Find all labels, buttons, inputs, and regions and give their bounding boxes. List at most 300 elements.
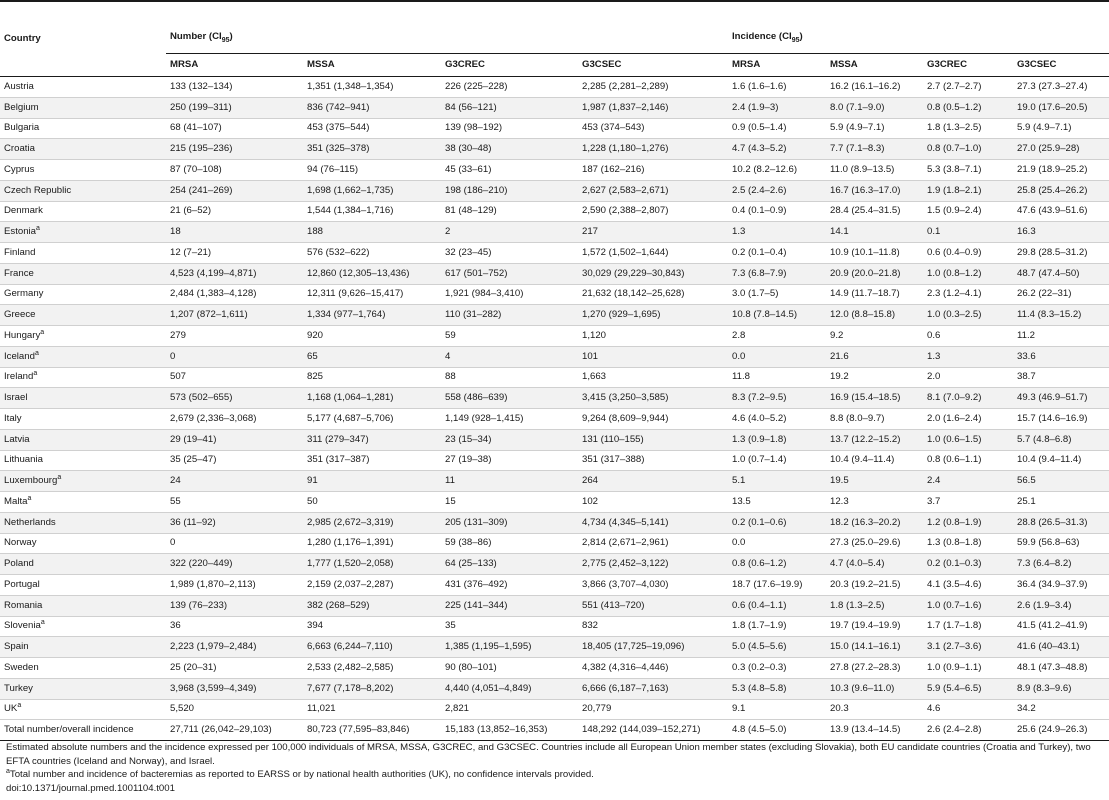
- cell-country: [0, 616, 166, 637]
- cell-incidence-g3crec: 0.6: [923, 326, 1013, 347]
- footnote-mark: a: [6, 767, 10, 775]
- footnote-mark: a: [36, 224, 40, 232]
- cell-incidence-mrsa: 1.8 (1.7–1.9): [728, 616, 826, 637]
- cell-number-g3csec: 6,666 (6,187–7,163): [578, 678, 728, 699]
- cell-number-g3crec: 15: [441, 492, 578, 513]
- cell-incidence-mssa: 28.4 (25.4–31.5): [826, 201, 923, 222]
- cell-number-mssa: 7,677 (7,178–8,202): [303, 678, 441, 699]
- cell-country: [0, 284, 166, 305]
- group-header-number-label: Number (CI: [170, 31, 222, 42]
- cell-number-mrsa: 507: [166, 367, 303, 388]
- cell-number-mrsa: 3,968 (3,599–4,349): [166, 678, 303, 699]
- cell-incidence-mrsa: 0.3 (0.2–0.3): [728, 658, 826, 679]
- cell-incidence-mssa: 13.7 (12.2–15.2): [826, 429, 923, 450]
- cell-number-mrsa: 36 (11–92): [166, 512, 303, 533]
- cell-incidence-mssa: 4.7 (4.0–5.4): [826, 554, 923, 575]
- country-name: Poland: [4, 558, 34, 570]
- cell-number-mrsa: 4,523 (4,199–4,871): [166, 263, 303, 284]
- cell-country: [0, 222, 166, 243]
- cell-country: [0, 450, 166, 471]
- group-close-paren: ): [799, 31, 803, 42]
- cell-number-g3csec: 551 (413–720): [578, 595, 728, 616]
- country-name: UK: [4, 703, 18, 715]
- cell-number-g3csec: 4,382 (4,316–4,446): [578, 658, 728, 679]
- cell-incidence-mrsa: 0.6 (0.4–1.1): [728, 595, 826, 616]
- cell-incidence-g3crec: 1.0 (0.6–1.5): [923, 429, 1013, 450]
- cell-country: [0, 575, 166, 596]
- cell-incidence-g3crec: 1.0 (0.3–2.5): [923, 305, 1013, 326]
- cell-incidence-mssa: 20.3 (19.2–21.5): [826, 575, 923, 596]
- cell-incidence-mrsa: 4.8 (4.5–5.0): [728, 720, 826, 741]
- country-name: Cyprus: [4, 163, 35, 175]
- country-name: Sweden: [4, 661, 39, 673]
- cell-number-g3crec: 90 (80–101): [441, 658, 578, 679]
- table-row: [0, 326, 1109, 347]
- table-row: [0, 616, 1109, 637]
- cell-number-mssa: 1,698 (1,662–1,735): [303, 180, 441, 201]
- country-name: Greece: [4, 309, 36, 321]
- cell-country: [0, 595, 166, 616]
- cell-incidence-mssa: 12.0 (8.8–15.8): [826, 305, 923, 326]
- cell-number-mssa: 12,860 (12,305–13,436): [303, 263, 441, 284]
- cell-number-mrsa: 573 (502–655): [166, 388, 303, 409]
- cell-incidence-g3csec: 49.3 (46.9–51.7): [1013, 388, 1109, 409]
- cell-incidence-g3csec: 5.9 (4.9–7.1): [1013, 118, 1109, 139]
- cell-incidence-g3crec: 4.6: [923, 699, 1013, 720]
- cell-incidence-g3crec: 1.3 (0.8–1.8): [923, 533, 1013, 554]
- cell-number-mssa: 836 (742–941): [303, 97, 441, 118]
- cell-incidence-g3crec: 1.8 (1.3–2.5): [923, 118, 1013, 139]
- cell-incidence-mrsa: 5.3 (4.8–5.8): [728, 678, 826, 699]
- cell-number-g3crec: 84 (56–121): [441, 97, 578, 118]
- cell-country: [0, 492, 166, 513]
- table-row: [0, 180, 1109, 201]
- table-row: [0, 118, 1109, 139]
- cell-incidence-mssa: 5.9 (4.9–7.1): [826, 118, 923, 139]
- cell-number-g3crec: 2,821: [441, 699, 578, 720]
- cell-incidence-g3csec: 38.7: [1013, 367, 1109, 388]
- cell-incidence-g3csec: 21.9 (18.9–25.2): [1013, 160, 1109, 181]
- cell-incidence-g3crec: 2.0 (1.6–2.4): [923, 409, 1013, 430]
- table-row: [0, 492, 1109, 513]
- country-name: Croatia: [4, 143, 35, 155]
- table-row: [0, 346, 1109, 367]
- cell-number-mrsa: 133 (132–134): [166, 77, 303, 98]
- cell-number-g3crec: 27 (19–38): [441, 450, 578, 471]
- cell-number-mssa: 2,985 (2,672–3,319): [303, 512, 441, 533]
- cell-number-mrsa: 18: [166, 222, 303, 243]
- table-row: [0, 678, 1109, 699]
- country-name: Bulgaria: [4, 122, 40, 134]
- cell-incidence-mssa: 14.1: [826, 222, 923, 243]
- table-row: [0, 658, 1109, 679]
- cell-incidence-mssa: 15.0 (14.1–16.1): [826, 637, 923, 658]
- cell-number-g3crec: 64 (25–133): [441, 554, 578, 575]
- cell-incidence-mssa: 14.9 (11.7–18.7): [826, 284, 923, 305]
- cell-number-mrsa: 2,223 (1,979–2,484): [166, 637, 303, 658]
- cell-country: [0, 139, 166, 160]
- cell-number-g3csec: 1,663: [578, 367, 728, 388]
- cell-incidence-g3csec: 19.0 (17.6–20.5): [1013, 97, 1109, 118]
- cell-number-mssa: 453 (375–544): [303, 118, 441, 139]
- cell-number-g3csec: 3,866 (3,707–4,030): [578, 575, 728, 596]
- cell-number-g3csec: 9,264 (8,609–9,944): [578, 409, 728, 430]
- cell-incidence-g3csec: 15.7 (14.6–16.9): [1013, 409, 1109, 430]
- col-header-number-g3csec: G3CSEC: [578, 54, 728, 77]
- cell-incidence-mssa: 20.9 (20.0–21.8): [826, 263, 923, 284]
- footnote-mark: a: [34, 349, 39, 357]
- cell-incidence-g3crec: 0.2 (0.1–0.3): [923, 554, 1013, 575]
- cell-incidence-mssa: 8.0 (7.1–9.0): [826, 97, 923, 118]
- footnote-mark: a: [57, 473, 62, 481]
- cell-incidence-g3crec: 0.8 (0.7–1.0): [923, 139, 1013, 160]
- cell-incidence-g3csec: 11.2: [1013, 326, 1109, 347]
- col-header-incidence-g3crec: G3CREC: [923, 54, 1013, 77]
- cell-incidence-g3csec: 48.7 (47.4–50): [1013, 263, 1109, 284]
- cell-number-mrsa: 0: [166, 346, 303, 367]
- cell-number-g3csec: 2,285 (2,281–2,289): [578, 77, 728, 98]
- cell-number-g3crec: 32 (23–45): [441, 243, 578, 264]
- cell-number-mrsa: 5,520: [166, 699, 303, 720]
- incidence-table: [0, 27, 1109, 741]
- country-name: Germany: [4, 288, 44, 300]
- cell-number-mrsa: 68 (41–107): [166, 118, 303, 139]
- table-row: [0, 429, 1109, 450]
- country-name: Total number/overall incidence: [4, 724, 134, 736]
- country-name: Ireland: [4, 371, 34, 383]
- footnote-mark: a: [40, 619, 45, 627]
- cell-incidence-g3csec: 25.1: [1013, 492, 1109, 513]
- cell-incidence-mssa: 10.4 (9.4–11.4): [826, 450, 923, 471]
- cell-incidence-g3crec: 3.1 (2.7–3.6): [923, 637, 1013, 658]
- cell-incidence-mssa: 27.3 (25.0–29.6): [826, 533, 923, 554]
- cell-incidence-mssa: 18.2 (16.3–20.2): [826, 512, 923, 533]
- cell-incidence-mrsa: 10.8 (7.8–14.5): [728, 305, 826, 326]
- cell-number-mssa: 382 (268–529): [303, 595, 441, 616]
- cell-number-g3csec: 1,228 (1,180–1,276): [578, 139, 728, 160]
- cell-incidence-mrsa: 0.0: [728, 533, 826, 554]
- table-row: [0, 637, 1109, 658]
- table-row: [0, 284, 1109, 305]
- cell-incidence-mssa: 10.3 (9.6–11.0): [826, 678, 923, 699]
- country-name: Slovenia: [4, 620, 41, 632]
- cell-number-mrsa: 87 (70–108): [166, 160, 303, 181]
- cell-country: [0, 637, 166, 658]
- cell-number-g3csec: 20,779: [578, 699, 728, 720]
- cell-incidence-g3crec: 2.3 (1.2–4.1): [923, 284, 1013, 305]
- footnote-text: Total number and incidence of bacteremias as reported to EARSS or by national health authorities (UK), no confidence intervals provided.: [9, 769, 594, 780]
- country-name: Lithuania: [4, 454, 43, 466]
- cell-number-mrsa: 25 (20–31): [166, 658, 303, 679]
- col-header-number-g3crec: G3CREC: [441, 54, 578, 77]
- cell-number-mrsa: 35 (25–47): [166, 450, 303, 471]
- cell-number-mssa: 1,168 (1,064–1,281): [303, 388, 441, 409]
- cell-number-mssa: 1,334 (977–1,764): [303, 305, 441, 326]
- group-header-incidence: [728, 27, 1109, 54]
- cell-number-mssa: 576 (532–622): [303, 243, 441, 264]
- cell-number-mssa: 1,777 (1,520–2,058): [303, 554, 441, 575]
- col-header-country: [0, 27, 166, 77]
- country-name: Iceland: [4, 350, 35, 362]
- col-header-incidence-g3csec: G3CSEC: [1013, 54, 1109, 77]
- cell-incidence-g3csec: 25.6 (24.9–26.3): [1013, 720, 1109, 741]
- country-name: Malta: [4, 495, 28, 507]
- cell-number-g3csec: 351 (317–388): [578, 450, 728, 471]
- cell-incidence-g3crec: 8.1 (7.0–9.2): [923, 388, 1013, 409]
- cell-incidence-g3csec: 7.3 (6.4–8.2): [1013, 554, 1109, 575]
- cell-country: [0, 243, 166, 264]
- country-name: Estonia: [4, 226, 36, 238]
- table-row: [0, 512, 1109, 533]
- country-name: Israel: [4, 392, 28, 404]
- table-row: [0, 367, 1109, 388]
- table-row: [0, 388, 1109, 409]
- cell-number-mssa: 80,723 (77,595–83,846): [303, 720, 441, 741]
- cell-number-g3crec: 1,921 (984–3,410): [441, 284, 578, 305]
- cell-number-g3csec: 1,120: [578, 326, 728, 347]
- cell-number-g3csec: 2,775 (2,452–3,122): [578, 554, 728, 575]
- cell-incidence-mrsa: 5.0 (4.5–5.6): [728, 637, 826, 658]
- cell-incidence-g3csec: 41.6 (40–43.1): [1013, 637, 1109, 658]
- cell-country: [0, 720, 166, 741]
- cell-incidence-mssa: 11.0 (8.9–13.5): [826, 160, 923, 181]
- cell-number-g3csec: 1,572 (1,502–1,644): [578, 243, 728, 264]
- cell-number-g3csec: 1,987 (1,837–2,146): [578, 97, 728, 118]
- top-rule: [0, 0, 1109, 2]
- cell-incidence-mssa: 8.8 (8.0–9.7): [826, 409, 923, 430]
- cell-incidence-g3csec: 27.3 (27.3–27.4): [1013, 77, 1109, 98]
- cell-incidence-g3crec: 2.4: [923, 471, 1013, 492]
- cell-country: [0, 512, 166, 533]
- cell-number-g3crec: 205 (131–309): [441, 512, 578, 533]
- cell-incidence-mrsa: 1.3 (0.9–1.8): [728, 429, 826, 450]
- table-row: [0, 243, 1109, 264]
- cell-number-g3crec: 59: [441, 326, 578, 347]
- cell-number-mssa: 351 (325–378): [303, 139, 441, 160]
- cell-number-g3crec: 59 (38–86): [441, 533, 578, 554]
- cell-number-mrsa: 1,207 (872–1,611): [166, 305, 303, 326]
- cell-incidence-mssa: 16.9 (15.4–18.5): [826, 388, 923, 409]
- cell-number-mrsa: 1,989 (1,870–2,113): [166, 575, 303, 596]
- cell-number-g3csec: 217: [578, 222, 728, 243]
- cell-incidence-g3csec: 48.1 (47.3–48.8): [1013, 658, 1109, 679]
- cell-incidence-mrsa: 0.2 (0.1–0.6): [728, 512, 826, 533]
- cell-number-g3csec: 453 (374–543): [578, 118, 728, 139]
- cell-incidence-g3csec: 34.2: [1013, 699, 1109, 720]
- table-row: [0, 97, 1109, 118]
- cell-incidence-g3crec: 5.3 (3.8–7.1): [923, 160, 1013, 181]
- table-row: [0, 222, 1109, 243]
- col-header-number-mssa: MSSA: [303, 54, 441, 77]
- cell-incidence-g3csec: 29.8 (28.5–31.2): [1013, 243, 1109, 264]
- cell-country: [0, 429, 166, 450]
- table-note: Estimated absolute numbers and the incidence expressed per 100,000 individuals of MRSA, MSSA, G3CREC, and G3CSEC. Countries include all European Union member states (excluding Slovakia), both EU candidate countries (Croatia and Turkey), two EFTA countries (Iceland and Norway), and Israel.: [6, 742, 1091, 767]
- cell-incidence-mrsa: 2.8: [728, 326, 826, 347]
- table-row: [0, 554, 1109, 575]
- cell-incidence-g3crec: 1.0 (0.7–1.6): [923, 595, 1013, 616]
- cell-incidence-g3csec: 56.5: [1013, 471, 1109, 492]
- cell-incidence-mssa: 1.8 (1.3–2.5): [826, 595, 923, 616]
- table-body: [0, 77, 1109, 741]
- cell-number-mrsa: 279: [166, 326, 303, 347]
- cell-incidence-g3csec: 47.6 (43.9–51.6): [1013, 201, 1109, 222]
- cell-country: [0, 326, 166, 347]
- footnote-mark: a: [27, 494, 32, 502]
- cell-incidence-g3csec: 10.4 (9.4–11.4): [1013, 450, 1109, 471]
- cell-incidence-g3csec: 59.9 (56.8–63): [1013, 533, 1109, 554]
- cell-number-g3csec: 187 (162–216): [578, 160, 728, 181]
- cell-number-mssa: 2,159 (2,037–2,287): [303, 575, 441, 596]
- cell-number-mrsa: 36: [166, 616, 303, 637]
- cell-incidence-mssa: 13.9 (13.4–14.5): [826, 720, 923, 741]
- cell-incidence-mssa: 10.9 (10.1–11.8): [826, 243, 923, 264]
- cell-incidence-mrsa: 5.1: [728, 471, 826, 492]
- cell-number-mssa: 1,544 (1,384–1,716): [303, 201, 441, 222]
- cell-number-mssa: 188: [303, 222, 441, 243]
- cell-number-g3crec: 198 (186–210): [441, 180, 578, 201]
- col-header-incidence-mssa: MSSA: [826, 54, 923, 77]
- cell-incidence-mrsa: 10.2 (8.2–12.6): [728, 160, 826, 181]
- table-row: [0, 160, 1109, 181]
- cell-number-g3crec: 1,385 (1,195–1,595): [441, 637, 578, 658]
- cell-incidence-mrsa: 1.0 (0.7–1.4): [728, 450, 826, 471]
- cell-number-mrsa: 55: [166, 492, 303, 513]
- cell-number-mrsa: 24: [166, 471, 303, 492]
- cell-number-mrsa: 21 (6–52): [166, 201, 303, 222]
- cell-incidence-g3csec: 33.6: [1013, 346, 1109, 367]
- header-row-columns: [0, 54, 1109, 77]
- cell-number-g3crec: 4: [441, 346, 578, 367]
- cell-number-g3csec: 2,814 (2,671–2,961): [578, 533, 728, 554]
- group-header-incidence-label: Incidence (CI: [732, 31, 792, 42]
- cell-number-g3csec: 101: [578, 346, 728, 367]
- cell-incidence-mrsa: 4.6 (4.0–5.2): [728, 409, 826, 430]
- cell-number-g3crec: 23 (15–34): [441, 429, 578, 450]
- cell-incidence-g3csec: 28.8 (26.5–31.3): [1013, 512, 1109, 533]
- table-row: [0, 720, 1109, 741]
- cell-incidence-g3crec: 1.5 (0.9–2.4): [923, 201, 1013, 222]
- cell-incidence-g3csec: 26.2 (22–31): [1013, 284, 1109, 305]
- country-name: Spain: [4, 641, 29, 653]
- ci-subscript: 95: [791, 36, 800, 44]
- cell-number-mssa: 311 (279–347): [303, 429, 441, 450]
- cell-number-g3crec: 1,149 (928–1,415): [441, 409, 578, 430]
- table-row: [0, 699, 1109, 720]
- country-name: Norway: [4, 537, 37, 549]
- cell-number-g3crec: 139 (98–192): [441, 118, 578, 139]
- cell-number-g3csec: 4,734 (4,345–5,141): [578, 512, 728, 533]
- cell-number-g3crec: 558 (486–639): [441, 388, 578, 409]
- cell-number-mrsa: 2,484 (1,383–4,128): [166, 284, 303, 305]
- cell-number-mssa: 11,021: [303, 699, 441, 720]
- cell-incidence-mrsa: 1.3: [728, 222, 826, 243]
- cell-number-g3csec: 102: [578, 492, 728, 513]
- table-row: [0, 575, 1109, 596]
- cell-country: [0, 699, 166, 720]
- table-row: [0, 409, 1109, 430]
- table-footer: [6, 741, 1106, 795]
- cell-incidence-mrsa: 9.1: [728, 699, 826, 720]
- cell-incidence-g3crec: 0.1: [923, 222, 1013, 243]
- cell-number-g3crec: 617 (501–752): [441, 263, 578, 284]
- cell-number-g3crec: 226 (225–228): [441, 77, 578, 98]
- cell-number-g3csec: 30,029 (29,229–30,843): [578, 263, 728, 284]
- cell-incidence-g3csec: 41.5 (41.2–41.9): [1013, 616, 1109, 637]
- table-footnote: [6, 768, 1106, 782]
- cell-number-g3csec: 21,632 (18,142–25,628): [578, 284, 728, 305]
- cell-country: [0, 388, 166, 409]
- country-name: Belgium: [4, 101, 39, 113]
- cell-incidence-mrsa: 13.5: [728, 492, 826, 513]
- cell-country: [0, 471, 166, 492]
- table-row: [0, 533, 1109, 554]
- cell-incidence-mrsa: 0.0: [728, 346, 826, 367]
- cell-number-mssa: 394: [303, 616, 441, 637]
- cell-number-g3csec: 2,627 (2,583–2,671): [578, 180, 728, 201]
- table-row: [0, 595, 1109, 616]
- cell-incidence-mssa: 19.5: [826, 471, 923, 492]
- country-name: Denmark: [4, 205, 43, 217]
- cell-incidence-mrsa: 3.0 (1.7–5): [728, 284, 826, 305]
- cell-number-g3csec: 2,590 (2,388–2,807): [578, 201, 728, 222]
- cell-incidence-g3crec: 0.8 (0.5–1.2): [923, 97, 1013, 118]
- cell-country: [0, 77, 166, 98]
- cell-number-mrsa: 322 (220–449): [166, 554, 303, 575]
- table-row: [0, 305, 1109, 326]
- cell-incidence-g3crec: 2.0: [923, 367, 1013, 388]
- country-name: Luxembourg: [4, 475, 58, 487]
- cell-incidence-g3crec: 5.9 (5.4–6.5): [923, 678, 1013, 699]
- cell-number-g3csec: 264: [578, 471, 728, 492]
- table-row: [0, 471, 1109, 492]
- cell-number-g3crec: 38 (30–48): [441, 139, 578, 160]
- cell-incidence-mrsa: 0.2 (0.1–0.4): [728, 243, 826, 264]
- cell-incidence-mssa: 21.6: [826, 346, 923, 367]
- cell-number-g3crec: 45 (33–61): [441, 160, 578, 181]
- cell-incidence-g3csec: 25.8 (25.4–26.2): [1013, 180, 1109, 201]
- cell-number-mrsa: 139 (76–233): [166, 595, 303, 616]
- cell-country: [0, 346, 166, 367]
- cell-incidence-mssa: 19.2: [826, 367, 923, 388]
- cell-incidence-mrsa: 2.5 (2.4–2.6): [728, 180, 826, 201]
- cell-number-g3crec: 4,440 (4,051–4,849): [441, 678, 578, 699]
- cell-incidence-g3crec: 1.9 (1.8–2.1): [923, 180, 1013, 201]
- cell-incidence-mrsa: 8.3 (7.2–9.5): [728, 388, 826, 409]
- cell-country: [0, 367, 166, 388]
- cell-number-mrsa: 0: [166, 533, 303, 554]
- cell-number-mrsa: 250 (199–311): [166, 97, 303, 118]
- country-name: Hungary: [4, 329, 41, 341]
- cell-number-g3crec: 2: [441, 222, 578, 243]
- cell-number-mssa: 65: [303, 346, 441, 367]
- col-header-number-mrsa: MRSA: [166, 54, 303, 77]
- group-close-paren: ): [229, 31, 233, 42]
- table-doi: doi:10.1371/journal.pmed.1001104.t001: [6, 782, 175, 794]
- cell-incidence-g3crec: 1.0 (0.9–1.1): [923, 658, 1013, 679]
- header-row-groups: [0, 27, 1109, 54]
- cell-country: [0, 160, 166, 181]
- cell-number-g3csec: 131 (110–155): [578, 429, 728, 450]
- cell-incidence-mssa: 27.8 (27.2–28.3): [826, 658, 923, 679]
- cell-number-g3crec: 81 (48–129): [441, 201, 578, 222]
- cell-country: [0, 678, 166, 699]
- cell-country: [0, 658, 166, 679]
- cell-number-mssa: 12,311 (9,626–15,417): [303, 284, 441, 305]
- cell-number-mssa: 6,663 (6,244–7,110): [303, 637, 441, 658]
- cell-country: [0, 305, 166, 326]
- cell-number-mrsa: 12 (7–21): [166, 243, 303, 264]
- cell-incidence-g3crec: 2.7 (2.7–2.7): [923, 77, 1013, 98]
